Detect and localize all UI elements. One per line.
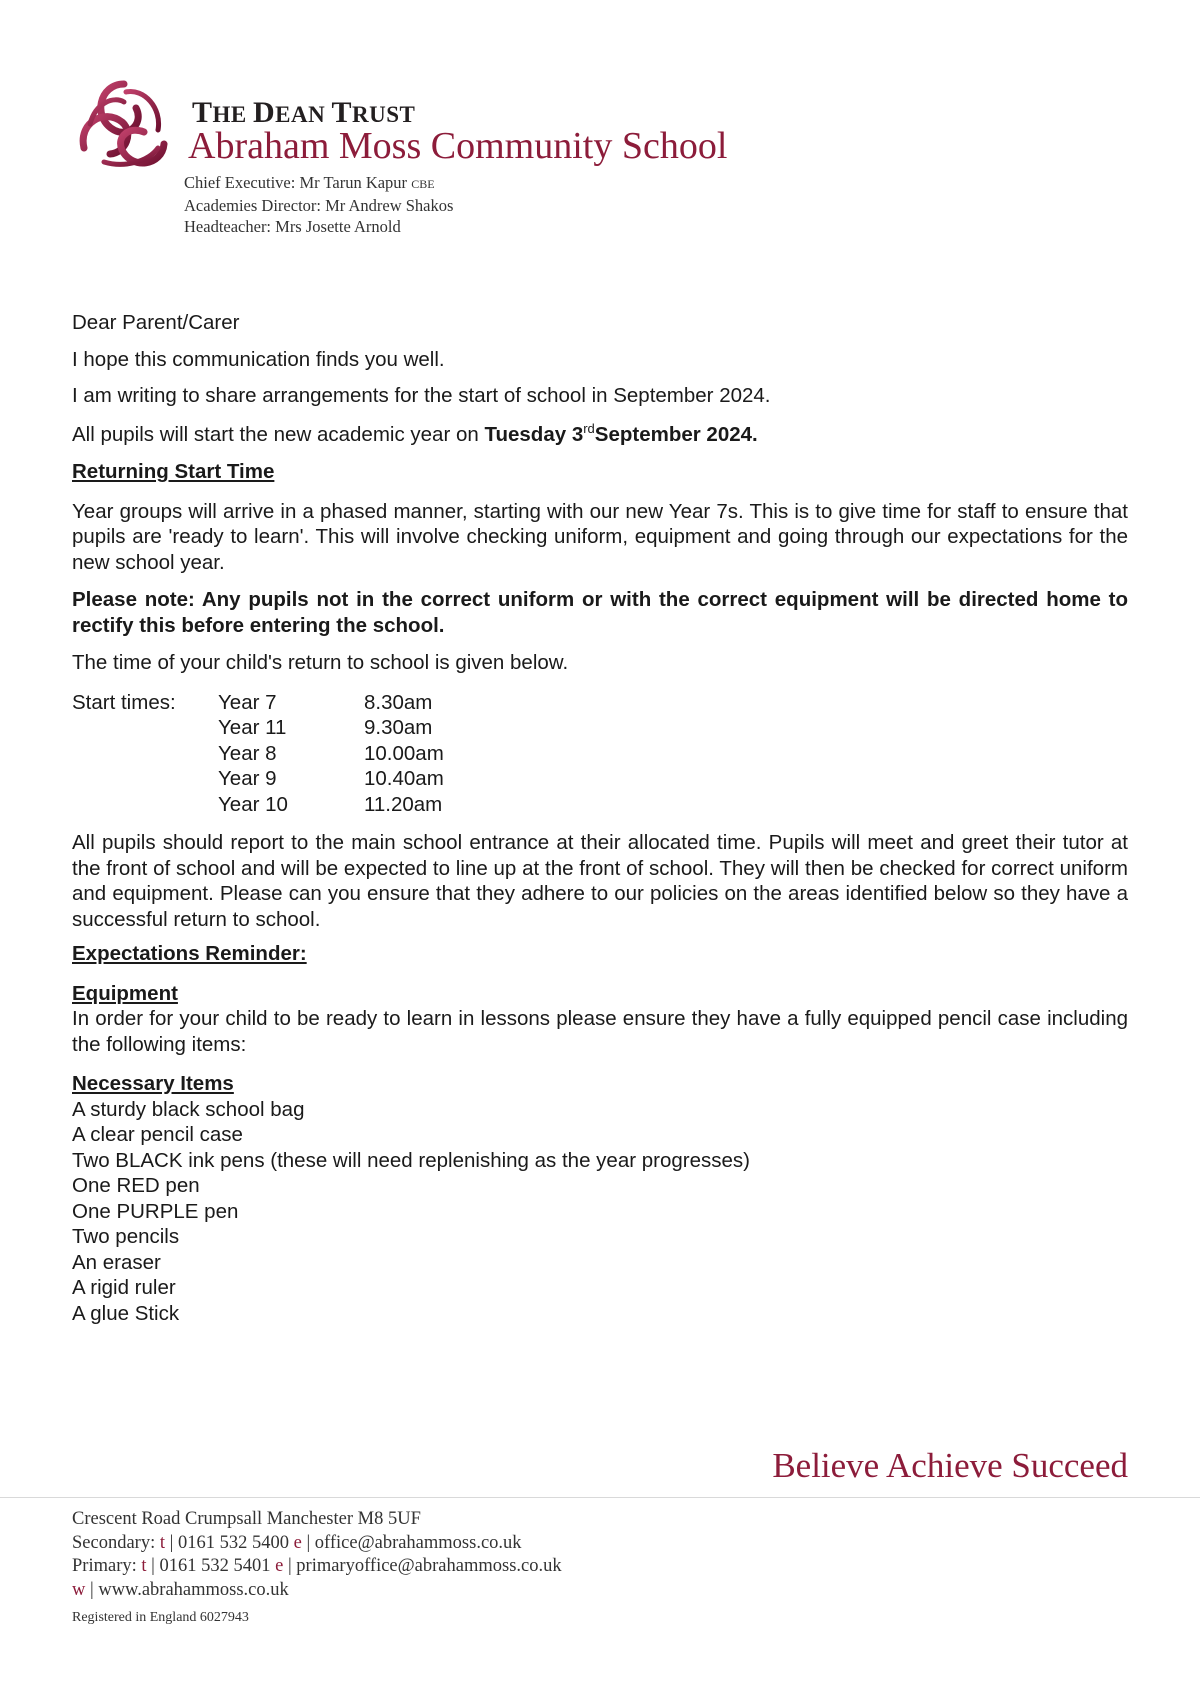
footer-secondary (72, 1532, 562, 1556)
footer-label: Secondary: (72, 1532, 160, 1553)
start-time-value: 8.30am (364, 690, 433, 714)
paragraph: I am writing to share arrangements for the start of school in September 2024. (72, 384, 771, 407)
start-date-day: Tuesday 3 (484, 422, 584, 446)
start-time-year: Year 9 (218, 767, 277, 790)
paragraph: Year groups will arrive in a phased manner, starting with our new Year 7s. This is to give time for staff to ensure that pupils are 'ready to learn'. This will involve checking uniform, equipment and going through our expectations for the new school year. (72, 499, 1128, 574)
necessary-items-list (72, 1097, 1128, 1327)
headteacher: Headteacher: Mrs Josette Arnold (184, 217, 401, 236)
paragraph: All pupils should report to the main school entrance at their allocated time. Pupils will meet and greet their tutor at the front of school and will be expected to line up at the front of school. They will then be checked for correct uniform and equipment. Please can you ensure that they adhere to our policies on the areas identified below so they have a successful return to school. (72, 831, 1128, 931)
trust-name-part: T (192, 96, 213, 129)
website: | www.abrahammoss.co.uk (85, 1579, 289, 1600)
paragraph: I hope this communication finds you well. (72, 347, 445, 371)
start-time-year: Year 11 (218, 716, 287, 739)
list-item: One RED pen (72, 1174, 200, 1197)
heading-start-time: Returning Start Time (72, 460, 275, 483)
email-marker: e (275, 1556, 284, 1576)
paragraph: In order for your child to be ready to learn in lessons please ensure they have a fully equipped pencil case including the following items: (72, 1007, 1128, 1056)
list-item: One PURPLE pen (72, 1199, 239, 1223)
list-item: An eraser (72, 1250, 161, 1274)
list-item: A rigid ruler (72, 1276, 176, 1299)
uniform-note: Please note: Any pupils not in the correct uniform or with the correct equipment will be directed home to rectify this before entering the school. (72, 588, 1128, 637)
chief-executive-suffix: CBE (411, 177, 435, 191)
start-date-rest: September 2024. (594, 422, 758, 446)
start-time-value: 11.20am (364, 792, 443, 816)
footer-contact (72, 1508, 562, 1630)
school-motto: Believe Achieve Succeed (772, 1446, 1128, 1485)
list-item: Two BLACK ink pens (these will need replenishing as the year progresses) (72, 1148, 750, 1172)
paragraph: The time of your child's return to school is given below. (72, 651, 569, 674)
start-times-table (72, 690, 1128, 818)
trust-name-part: RUST (352, 102, 416, 127)
start-time-year: Year 7 (218, 690, 277, 714)
chief-executive (184, 172, 453, 195)
registration: Registered in England 6027943 (72, 1610, 249, 1625)
staff-list (184, 172, 453, 237)
email-marker: e (293, 1532, 302, 1553)
start-date-sup: rd (583, 420, 595, 436)
salutation: Dear Parent/Carer (72, 311, 240, 334)
heading-expectations: Expectations Reminder: (72, 942, 307, 965)
heading-necessary-items: Necessary Items (72, 1072, 234, 1095)
start-time-year: Year 10 (218, 792, 288, 816)
heading-equipment: Equipment (72, 981, 178, 1005)
footer-divider (0, 1497, 1200, 1498)
school-name: Abraham Moss Community School (188, 125, 728, 167)
list-item: Two pencils (72, 1225, 180, 1248)
phone-marker: t (159, 1532, 165, 1553)
chief-executive-text: Chief Executive: Mr Tarun Kapur (184, 173, 408, 192)
list-item: A clear pencil case (72, 1123, 243, 1146)
trust-name-part: HE (212, 102, 253, 127)
list-item: A sturdy black school bag (72, 1097, 305, 1121)
start-time-value: 9.30am (364, 716, 433, 739)
secondary-phone: | 0161 532 5400 (165, 1532, 294, 1553)
web-marker: w (72, 1579, 86, 1600)
footer-primary (72, 1555, 562, 1579)
phone-marker: t (141, 1556, 147, 1576)
footer-web (72, 1579, 562, 1603)
trust-name-part: EAN (275, 102, 332, 127)
academies-director: Academies Director: Mr Andrew Shakos (184, 196, 454, 215)
secondary-email: | office@abrahammoss.co.uk (301, 1532, 522, 1553)
start-time-value: 10.40am (364, 767, 444, 790)
trust-logo-icon (74, 78, 174, 170)
primary-email: | primaryoffice@abrahammoss.co.uk (283, 1556, 562, 1576)
trust-name-part: T (331, 96, 352, 129)
start-time-year: Year 8 (218, 741, 277, 765)
primary-phone: | 0161 532 5401 (146, 1556, 276, 1576)
trust-name-part: D (253, 96, 276, 129)
footer-label: Primary: (72, 1556, 142, 1576)
start-time-value: 10.00am (364, 741, 444, 765)
letter-body (72, 310, 1128, 1326)
start-times-label: Start times: (72, 690, 176, 714)
start-date-prefix: All pupils will start the new academic year on (72, 422, 485, 446)
start-date-paragraph (72, 422, 1128, 448)
list-item: A glue Stick (72, 1301, 180, 1325)
footer-address: Crescent Road Crumpsall Manchester M8 5UF (72, 1509, 421, 1529)
